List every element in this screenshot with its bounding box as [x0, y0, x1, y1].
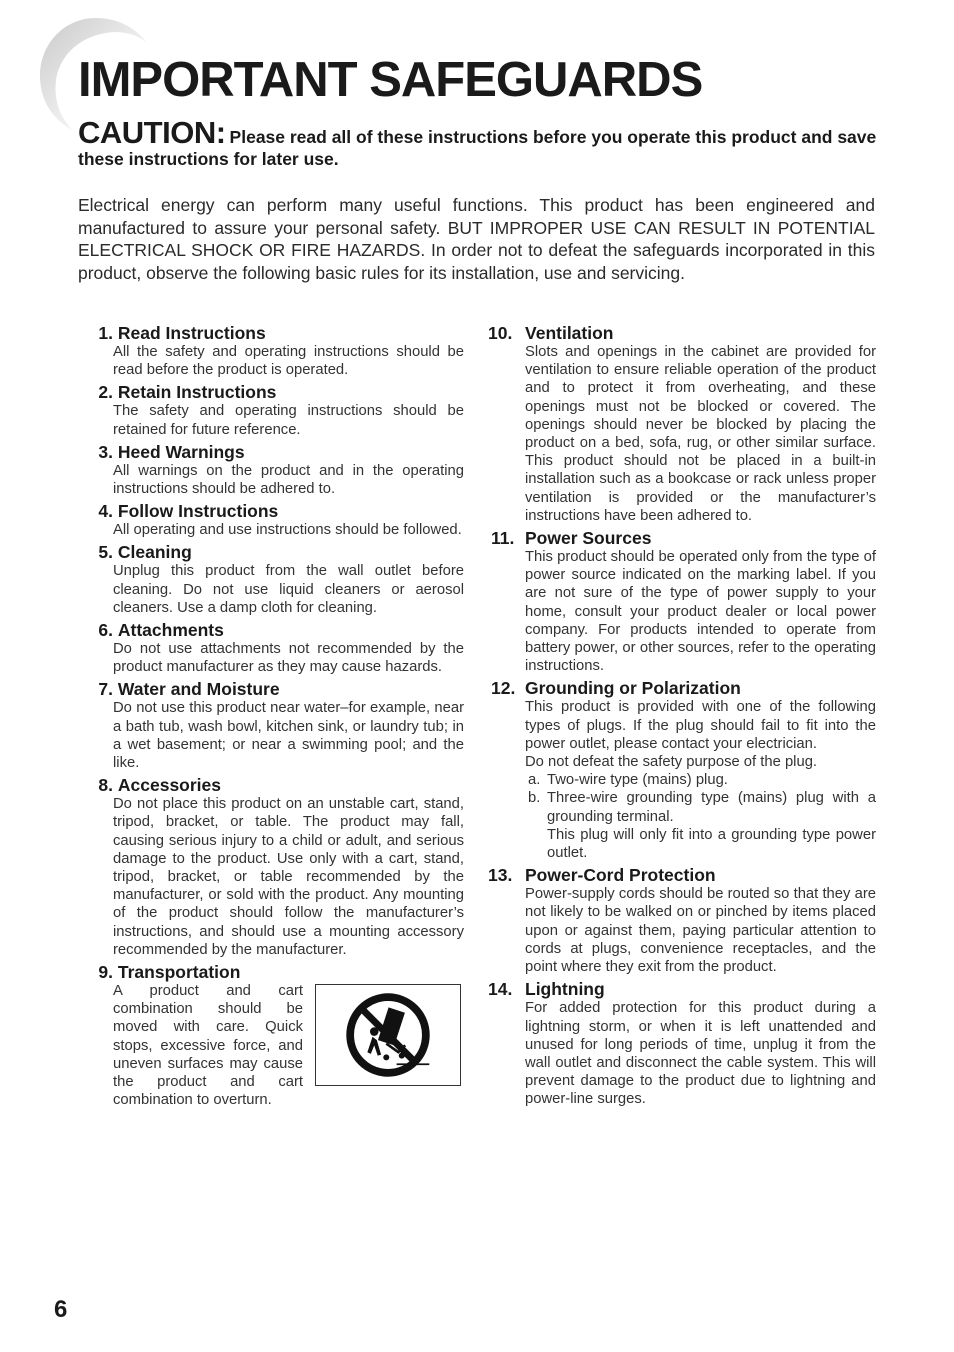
- cart-warning-figure: [315, 984, 461, 1086]
- item-body: Do not use attachments not recommended by the product manufacturer as they may cause hazards.: [113, 641, 464, 676]
- item-title: Retain Instructions: [117, 382, 277, 403]
- item-number: 8.: [98, 775, 113, 796]
- item-number: 14.: [488, 979, 513, 1000]
- item-title: Ventilation: [525, 323, 614, 343]
- safeguard-item-8: [84, 775, 464, 959]
- plug-type-list: [525, 771, 876, 862]
- item-body: The safety and operating instructions should be retained for future reference.: [113, 403, 464, 438]
- item-number: 5.: [98, 542, 113, 563]
- item-title: Grounding or Polarization: [525, 678, 741, 699]
- safeguard-item-2: [84, 382, 464, 438]
- caution-notice: [78, 115, 878, 170]
- item-body: All operating and use instructions should be followed.: [113, 522, 462, 539]
- item-body: For added protection for this product during a lightning storm, or when it is left unattended and unused for long periods of time, unplug it from the wall outlet and disconnect the cable system. This will prevent damage to the product due to lightning and power-line surges.: [525, 1000, 876, 1108]
- item-body-text: Do not defeat the safety purpose of the plug.: [525, 754, 818, 771]
- item-title: Heed Warnings: [117, 441, 245, 462]
- item-title: Transportation: [117, 962, 241, 983]
- item-number: 11.: [491, 528, 515, 549]
- transportation-content: [113, 982, 464, 1109]
- item-body: [525, 698, 876, 862]
- item-number: 9.: [98, 962, 113, 983]
- item-body: All the safety and operating instructions should be read before the product is operated.: [113, 344, 464, 379]
- item-body: All warnings on the product and in the operating instructions should be adhered to.: [113, 462, 464, 498]
- item-title: Power Sources: [525, 528, 652, 549]
- item-body: This product should be operated only from the type of power source indicated on the marking label. If you are not sure of the type of power supply to your home, consult your product dealer or local power company. For products intended to operate from battery power, or other sources, refer to the operating instructions.: [525, 549, 876, 675]
- cart-tip-over-warning-icon: [345, 992, 431, 1078]
- caution-label: CAUTION:: [78, 115, 226, 150]
- safeguard-item-13: [488, 865, 876, 976]
- item-body: Power-supply cords should be routed so that they are not likely to be walked on or pinched by items placed upon or against them, paying particular attention to cords at plugs, convenience receptacles, and the point where they exit from the product.: [525, 886, 876, 976]
- list-item-continuation: This plug will only fit into a grounding type power outlet.: [547, 826, 876, 862]
- item-number: 6.: [98, 620, 113, 641]
- safeguard-item-1: [84, 323, 464, 379]
- safeguard-item-3: [84, 442, 464, 498]
- item-title: Water and Moisture: [117, 679, 280, 700]
- item-number: 13.: [488, 865, 513, 886]
- item-body: Unplug this product from the wall outlet before cleaning. Do not use liquid cleaners or aerosol cleaners. Use a damp cloth for cleaning.: [113, 563, 464, 616]
- item-number: 10.: [488, 323, 513, 343]
- item-number: 1.: [98, 323, 113, 343]
- item-body-text: This product is provided with one of the following types of plugs. If the plug should fail to fit into the power outlet, please contact your electrician.: [525, 699, 876, 752]
- item-body: Do not use this product near water–for example, near a bath tub, wash bowl, kitchen sink, or laundry tub; in a wet basement; or near a swimming pool; and the like.: [113, 700, 464, 772]
- right-column: [488, 323, 876, 1112]
- item-body: Do not place this product on an unstable cart, stand, tripod, bracket, or table. The product may fall, causing serious injury to a child or adult, and serious damage to the product. Use only with a cart, stand, tripod, bracket, or table recommended by the manufacturer, or sold with the product. Any mounting of the product should follow the manufacturer’s instructions, and should use a mounting accessory recommended by the manufacturer.: [113, 796, 464, 958]
- safeguard-item-4: [84, 501, 464, 539]
- safeguard-item-6: [84, 620, 464, 676]
- page-number: 6: [54, 1296, 68, 1323]
- intro-paragraph: Electrical energy can perform many useful functions. This product has been engineered and manufactured to assure your personal safety. BUT IMPROPER USE CAN RESULT IN POTENTIAL ELECTRICAL SHOCK OR FIRE HAZARDS. In order not to defeat the safeguards incorporated in this product, observe the following basic rules for its installation, use and servicing.: [78, 195, 875, 283]
- safeguard-item-14: [488, 979, 876, 1108]
- item-title: Lightning: [525, 979, 605, 1000]
- item-body: Slots and openings in the cabinet are provided for ventilation to ensure reliable operation of the product and to protect it from overheating, and these openings must not be blocked or covered. The openings should never be blocked by placing the product on a bed, sofa, rug, or other similar surface. This product should not be placed in a built-in installation such as a bookcase or rack unless proper ventilation is provided or the manufacturer’s instructions have been adhered to.: [525, 344, 876, 524]
- safeguard-item-7: [84, 679, 464, 772]
- safeguard-item-5: [84, 542, 464, 617]
- item-title: Cleaning: [117, 542, 192, 563]
- safeguard-item-9: [84, 962, 464, 1109]
- item-number: 3.: [98, 441, 113, 462]
- item-title: Accessories: [117, 775, 222, 796]
- page-title: IMPORTANT SAFEGUARDS: [78, 53, 703, 107]
- item-title: Power-Cord Protection: [525, 865, 716, 886]
- left-column: [84, 323, 464, 1113]
- list-item: a. Two-wire type (mains) plug.: [528, 772, 728, 789]
- caution-text: Please read all of these instructions before you operate this product and save these instructions for later use.: [78, 127, 877, 169]
- list-item: b. Three-wire grounding type (mains) plug with a grounding terminal.: [528, 790, 876, 825]
- item-title: Follow Instructions: [117, 501, 279, 522]
- item-number: 12.: [491, 678, 516, 699]
- item-body: A product and cart combination should be moved with care. Quick stops, excessive force, and uneven surfaces may cause the product and cart combination to overturn.: [113, 983, 303, 1109]
- item-title: Attachments: [117, 620, 224, 641]
- safeguard-item-12: [488, 678, 876, 862]
- safeguard-item-10: [488, 323, 876, 525]
- item-number: 7.: [98, 679, 113, 700]
- safeguard-item-11: [488, 528, 876, 675]
- item-title: Read Instructions: [117, 323, 266, 343]
- item-number: 2.: [98, 382, 113, 403]
- item-number: 4.: [98, 501, 113, 522]
